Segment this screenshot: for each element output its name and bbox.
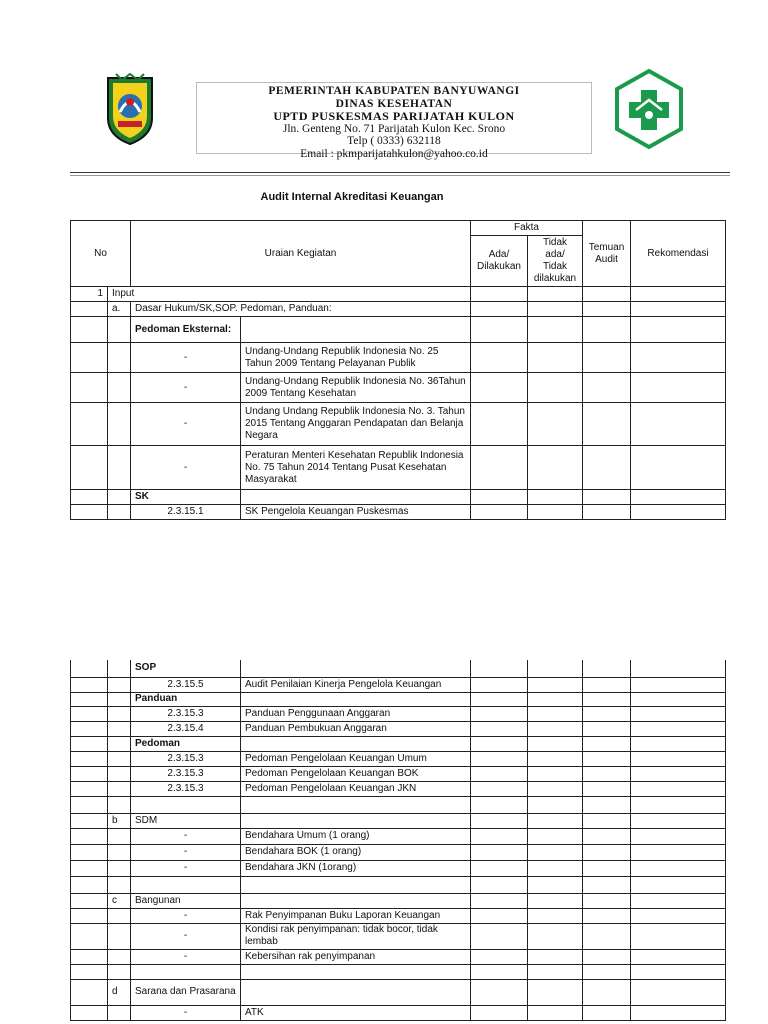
letterhead-box [196,82,592,160]
item-dash: - [131,343,241,373]
banyuwangi-crest-logo [104,72,156,146]
section-a-letter: a. [108,302,131,317]
header-ada: Ada/ Dilakukan [471,236,528,287]
section-c-letter: c [108,893,131,908]
pedoman-text: Pedoman Pengelolaan Keuangan BOK [241,766,471,781]
pedoman-text: Pedoman Pengelolaan Keuangan Umum [241,751,471,766]
panduan-code: 2.3.15.3 [131,706,241,721]
item-dash: - [131,373,241,403]
sk-label: SK [131,490,241,505]
regulation-item: Peraturan Menteri Kesehatan Republik Indonesia No. 75 Tahun 2014 Tentang Pusat Kesehatan Masyarakat [241,446,471,490]
letterhead-email: Email : pkmparijatahkulon@yahoo.co.id [300,147,488,160]
item-dash: - [131,446,241,490]
sk-text: SK Pengelola Keuangan Puskesmas [241,505,471,520]
header-rule-thin [70,175,730,176]
letterhead-address: Jln. Genteng No. 71 Parijatah Kulon Kec. Srono [282,122,506,135]
item-dash: - [131,1005,241,1020]
item-dash: - [131,403,241,446]
sarana-item-atk: ATK [241,1005,471,1020]
item-dash: - [131,828,241,844]
panduan-code: 2.3.15.4 [131,721,241,736]
section-c-label: Bangunan [131,893,241,908]
header-rekomendasi: Rekomendasi [631,221,726,287]
regulation-item: Undang-Undang Republik Indonesia No. 25 Tahun 2009 Tentang Pelayanan Publik [241,343,471,373]
letterhead-line-3: UPTD PUSKESMAS PARIJATAH KULON [273,109,515,123]
section-b-label: SDM [131,813,241,828]
section-d-label: Sarana dan Prasarana [131,979,241,1005]
regulation-item: Undang Undang Republik Indonesia No. 3. Tahun 2015 Tentang Anggaran Pendapatan dan Belanja Negara [241,403,471,446]
pedoman-label: Pedoman [131,736,241,751]
regulation-item: Undang-Undang Republik Indonesia No. 36Tahun 2009 Tentang Kesehatan [241,373,471,403]
sop-code: 2.3.15.5 [131,677,241,692]
sop-text: Audit Penilaian Kinerja Pengelola Keuangan [241,677,471,692]
sdm-item: Bendahara JKN (1orang) [241,860,471,876]
bangunan-item: Kebersihan rak penyimpanan [241,949,471,964]
audit-table-page-1 [70,220,726,520]
section-a-label: Dasar Hukum/SK,SOP. Pedoman, Panduan: [131,302,471,317]
item-dash: - [131,949,241,964]
letterhead-line-1: PEMERINTAH KABUPATEN BANYUWANGI [268,85,520,97]
bangunan-item: Kondisi rak penyimpanan: tidak bocor, tidak lembab [241,923,471,949]
pedoman-eksternal-label: Pedoman Eksternal: [131,317,241,343]
section-d-letter: d [108,979,131,1005]
letterhead-line-2: DINAS KESEHATAN [335,97,453,110]
sop-label: SOP [131,660,241,677]
input-label: Input [108,287,471,302]
puskesmas-logo [614,68,684,150]
panduan-text: Panduan Penggunaan Anggaran [241,706,471,721]
sdm-item: Bendahara BOK (1 orang) [241,844,471,860]
pedoman-text: Pedoman Pengelolaan Keuangan JKN [241,781,471,796]
pedoman-code: 2.3.15.3 [131,766,241,781]
letterhead-phone: Telp ( 0333) 632118 [347,135,441,147]
item-dash: - [131,923,241,949]
item-dash: - [131,860,241,876]
section-b-letter: b [108,813,131,828]
header-no: No [71,221,131,287]
document-title: Audit Internal Akreditasi Keuangan [260,191,444,203]
sk-code: 2.3.15.1 [131,505,241,520]
item-dash: - [131,844,241,860]
header-temuan: Temuan Audit [583,221,631,287]
header-tidak: Tidak ada/ Tidak dilakukan [528,236,583,287]
item-dash: - [131,908,241,923]
bangunan-item: Rak Penyimpanan Buku Laporan Keuangan [241,908,471,923]
pedoman-code: 2.3.15.3 [131,751,241,766]
pedoman-code: 2.3.15.3 [131,781,241,796]
sdm-item: Bendahara Umum (1 orang) [241,828,471,844]
header-rule [70,172,730,173]
page-2 [0,660,768,1024]
panduan-text: Panduan Pembukuan Anggaran [241,721,471,736]
input-number: 1 [71,287,108,302]
panduan-label: Panduan [131,692,241,706]
header-fakta: Fakta [471,221,583,236]
audit-table-page-2 [70,660,726,1021]
header-uraian: Uraian Kegiatan [131,221,471,287]
